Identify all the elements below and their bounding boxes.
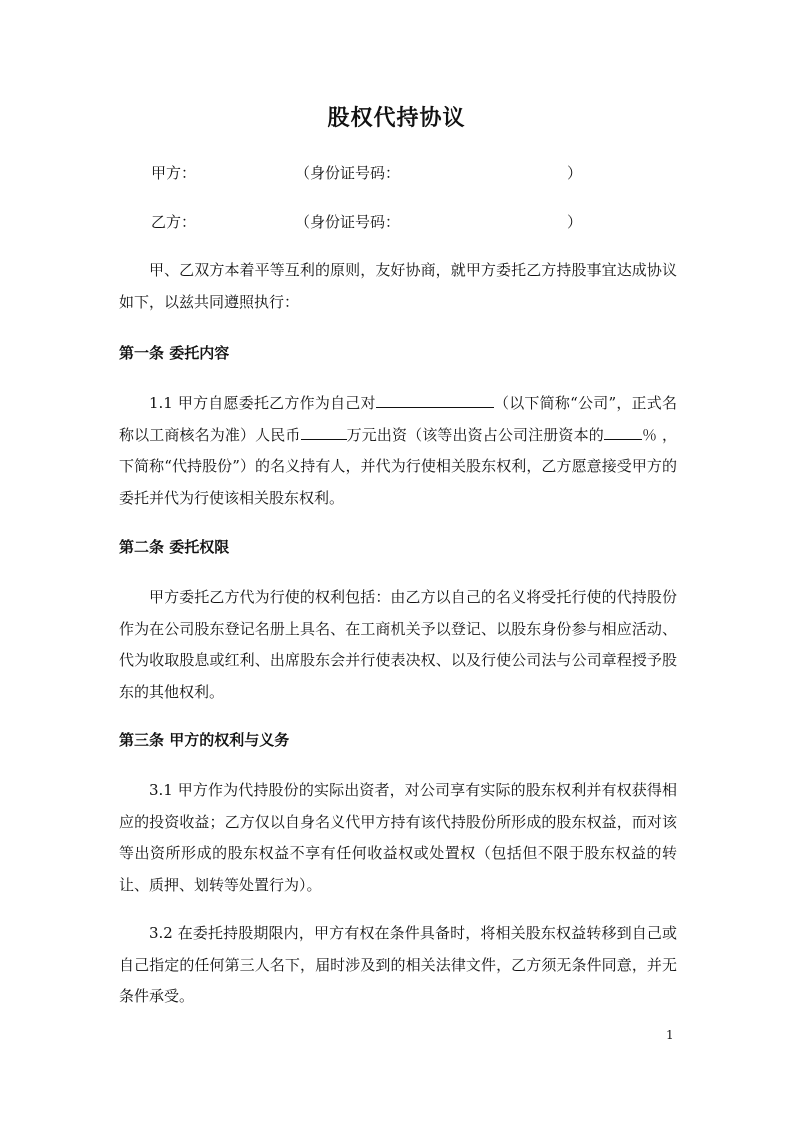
article2-text: 甲方委托乙方代为行使的权利包括：由乙方以自己的名义将受托行使的代持股份作为在公司股东登记名册上具名、在工商机关予以登记、以股东身份参与相应活动、代为收取股息或红利、出席股东会并行使表决权、以及行使公司法与公司章程授予股东的其他权利。	[119, 588, 677, 701]
party-a-line	[151, 162, 583, 184]
clause-3-1: 3.1 甲方作为代持股份的实际出资者，对公司享有实际的股东权利并有权获得相应的投资收益；乙方仅以自身名义代甲方持有该代持股份所形成的股东权益，而对该等出资所形成的股东权益不享有任何收益权或处置权（包括但不限于股东权益的转让、质押、划转等处置行为）。	[119, 781, 677, 894]
party-a-close: ）	[567, 164, 583, 182]
percent-blank	[604, 423, 642, 440]
article2-heading: 第二条 委托权限	[119, 538, 230, 556]
clause-1-1-part3: 万元出资（该等出资占公司注册资本的	[346, 425, 604, 444]
party-b-line	[151, 211, 583, 233]
clause-1-1-part4: ％ ，下简称“代持股份”）的名义持有人，并代为行使相关股东权利，乙方愿意接受甲方的委托并代为行使该相关股东权利。	[119, 425, 677, 507]
amount-blank	[301, 423, 347, 440]
party-b-id-label: （身份证号码：	[295, 213, 401, 231]
article3-heading: 第三条 甲方的权利与义务	[119, 731, 290, 749]
company-name-blank	[376, 391, 494, 408]
clause-1-1-part1: 1.1 甲方自愿委托乙方作为自己对	[149, 394, 376, 412]
article1-heading: 第一条 委托内容	[119, 344, 230, 362]
party-b-close: ）	[567, 213, 583, 231]
clause-3-2: 3.2 在委托持股期限内，甲方有权在条件具备时，将相关股东权益转移到自己或自己指定的任何第三人名下，届时涉及到的相关法律文件，乙方须无条件同意，并无条件承受。	[119, 924, 677, 1005]
document-title: 股权代持协议	[327, 105, 466, 131]
page-number: 1	[666, 1028, 674, 1042]
party-a-label: 甲方：	[151, 164, 197, 182]
preamble: 甲、乙双方本着平等互利的原则，友好协商，就甲方委托乙方持股事宜达成协议如下，以兹共同遵照执行：	[119, 261, 677, 311]
clause-1-1	[119, 388, 677, 514]
party-a-id-label: （身份证号码：	[295, 164, 401, 182]
clause-1-1-part2: （以下简称“公司”，正式名称以工商核名为准）人民币	[119, 394, 678, 444]
party-b-label: 乙方：	[151, 213, 197, 231]
